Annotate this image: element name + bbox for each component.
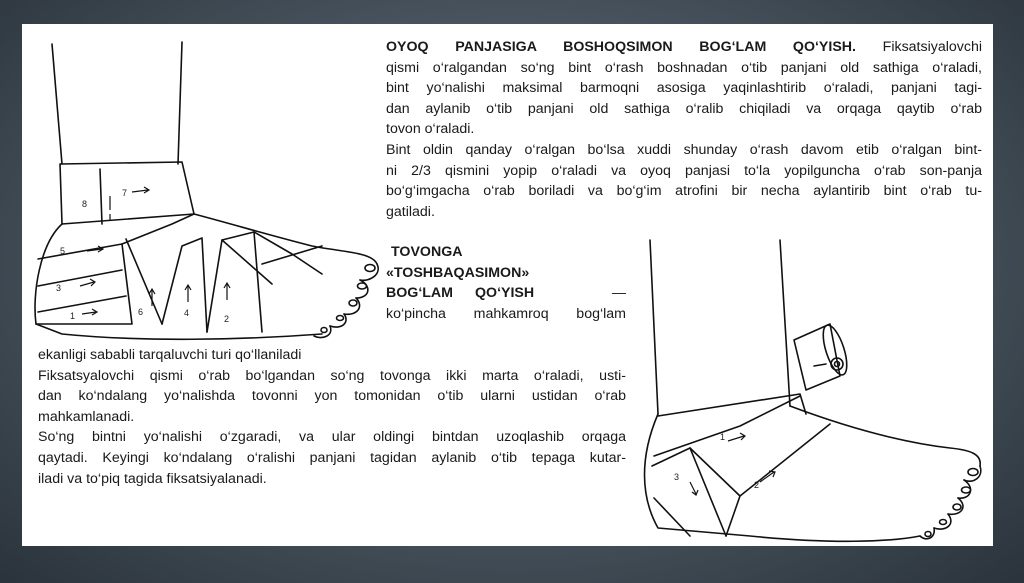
section1-line: bint yo‘nalishi maksimal barmoqni asosiga yaqinlashtirib o‘raladi, panjani tagi-: [386, 80, 982, 97]
document-page: [22, 24, 993, 546]
figure1-label-3: 3: [56, 283, 62, 293]
figure2-label-3: 3: [674, 472, 680, 482]
figure-heel-tortoise-bandage: [630, 236, 990, 546]
figure2-label-1: 1: [720, 432, 726, 442]
section2-line: mahkamlanadi.: [38, 408, 135, 425]
section2-title-word-1: BOG‘LAM: [386, 285, 453, 302]
figure1-label-7: 7: [122, 188, 128, 198]
section1-line: bo‘g‘imgacha o‘rab boriladi va bo‘g‘im atrofini bir necha aylantirib bint o‘rab tu-: [386, 183, 982, 200]
section1-text: [386, 37, 982, 222]
section2-title-line-2: «TOSHBAQASIMON»: [386, 264, 530, 281]
section2-line: dan ko‘ndalang yo‘nalishda tovonni yon tomonidan o‘tib ularni ustidan o‘rab: [38, 388, 626, 405]
section1-line: gatiladi.: [386, 203, 435, 220]
section2-line: So‘ng bintni yo‘nalishi o‘zgaradi, va ular oldingi bintdan uzoqlashib orqaga: [38, 429, 626, 446]
section1-line: Bint oldin qanday o‘ralgan bo‘lsa xuddi shunday o‘rash davom etib o‘ralgan bint-: [386, 141, 982, 158]
section1-title: OYOQ PANJASIGA BOSHOQSIMON BOG‘LAM QO‘YISH.: [386, 39, 856, 55]
section1-line-1-rest: Fiksatsiyalovchi: [856, 39, 982, 55]
section1-line: dan aylanib o‘tib panjani old sathiga o‘ralib chiqiladi va orqaga qaytib o‘rab: [386, 100, 982, 117]
section1-line: tovon o‘raladi.: [386, 121, 475, 138]
section1-line-1: [386, 37, 982, 58]
figure2-label-2: 2: [754, 480, 760, 490]
figure1-label-6: 6: [138, 307, 144, 317]
figure1-label-2: 2: [224, 314, 230, 324]
figure1-label-8: 8: [82, 199, 88, 209]
section2-line: ekanligi sababli tarqaluvchi turi qo‘llaniladi: [38, 347, 302, 363]
figure1-label-4: 4: [184, 308, 190, 318]
section2-title-dash: —: [611, 285, 626, 302]
figure-foot-spica-bandage: [22, 24, 382, 354]
section2-title-line-1: TOVONGA: [391, 244, 463, 260]
section2-line: iladi va to‘piq tagida fiksatsiyalanadi.: [38, 470, 267, 487]
figure1-label-5: 5: [60, 246, 66, 256]
section2-line: Fiksatsyalovchi qismi o‘rab bo‘lgandan so‘ng tovonga ikki marta o‘raladi, usti-: [38, 367, 626, 384]
section1-line: qismi o‘ralgandan so‘ng bint o‘rash boshnadan o‘tib panjani old sathiga o‘raladi,: [386, 59, 982, 76]
section2-body: [38, 345, 626, 489]
section2-line-4: ko‘pincha mahkamroq bog‘lam: [386, 305, 626, 322]
section2-line: qaytadi. Keyingi ko‘ndalang o‘ralishi panjani tagidan aylanib o‘tib tepaga kutar-: [38, 449, 626, 466]
section1-line: ni 2/3 qismini yopip o‘raladi va oyoq panjasi to‘la yopilguncha o‘rab son-panja: [386, 162, 982, 179]
section2-title-block: [386, 242, 626, 324]
section2-title-word-2: QO‘YISH: [475, 285, 535, 302]
figure1-label-1: 1: [70, 311, 76, 321]
section2-title-line-3: [386, 283, 626, 304]
